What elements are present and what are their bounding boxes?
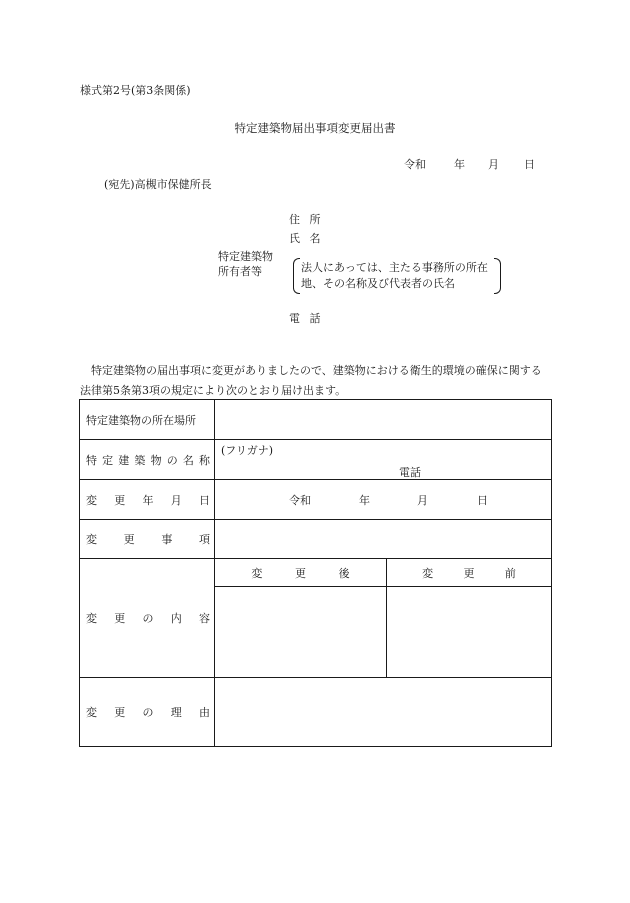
reason-label-cell — [80, 678, 215, 747]
change-items-field[interactable] — [215, 520, 552, 559]
after-column — [215, 559, 387, 677]
change-content-label: 変 更 の 内 容 — [86, 612, 210, 625]
date-month: 月 — [488, 158, 499, 171]
after-header: 変 更 後 — [215, 559, 386, 587]
location-field[interactable] — [215, 400, 552, 440]
change-date-era: 令和 — [289, 494, 311, 507]
phone-label: 電 話 — [289, 312, 321, 325]
furigana-label: (フリガナ) — [221, 444, 274, 457]
form-number: 様式第2号(第3条関係) — [80, 84, 191, 97]
row-change-items — [80, 520, 552, 559]
before-column — [387, 559, 551, 677]
row-name — [80, 440, 552, 480]
owner-label-line2: 所有者等 — [218, 265, 262, 278]
change-date-year: 年 — [359, 494, 370, 507]
reason-field[interactable] — [215, 678, 552, 747]
change-date-day: 日 — [477, 494, 488, 507]
before-header: 変 更 前 — [387, 559, 551, 587]
addressee: (宛先)高槻市保健所長 — [104, 178, 212, 191]
change-date-field[interactable] — [215, 480, 552, 520]
row-change-content — [80, 559, 552, 678]
left-bracket — [293, 258, 300, 294]
row-change-date — [80, 480, 552, 520]
notification-table — [79, 399, 552, 747]
phone-in-table: 電話 — [399, 466, 421, 479]
row-reason — [80, 678, 552, 747]
change-date-month: 月 — [417, 494, 428, 507]
change-items-label-cell — [80, 520, 215, 559]
name-label: 氏 名 — [289, 232, 321, 245]
change-date-label-cell — [80, 480, 215, 520]
change-content-field — [215, 559, 552, 678]
address-label: 住 所 — [289, 213, 321, 226]
date-year: 年 — [454, 158, 465, 171]
owner-label-line1: 特定建築物 — [218, 250, 273, 263]
building-name-label: 特 定 建 築 物 の 名 称 — [86, 453, 210, 467]
change-items-label: 変 更 事 項 — [86, 533, 210, 546]
corporate-note: 法人にあっては、主たる事務所の所在地、その名称及び代表者の氏名 — [301, 261, 488, 290]
document-title: 特定建築物届出事項変更届出書 — [234, 121, 396, 135]
date-day: 日 — [524, 158, 535, 171]
after-field[interactable] — [215, 587, 386, 677]
corporate-note-bracket — [293, 258, 501, 294]
location-label: 特定建築物の所在場所 — [80, 400, 215, 440]
reason-label: 変 更 の 理 由 — [86, 706, 210, 719]
notice-text: 特定建築物の届出事項に変更がありましたので、建築物における衛生的環境の確保に関する法律第5条第3項の規定により次のとおり届け出ます。 — [80, 364, 542, 397]
date-era: 令和 — [404, 158, 426, 171]
row-location — [80, 400, 552, 440]
right-bracket — [494, 258, 501, 294]
before-field[interactable] — [387, 587, 551, 677]
name-field[interactable] — [215, 440, 552, 480]
name-label-cell — [80, 440, 215, 480]
owner-label — [218, 249, 273, 279]
change-date-label: 変 更 年 月 日 — [86, 493, 210, 507]
change-content-label-cell — [80, 559, 215, 678]
